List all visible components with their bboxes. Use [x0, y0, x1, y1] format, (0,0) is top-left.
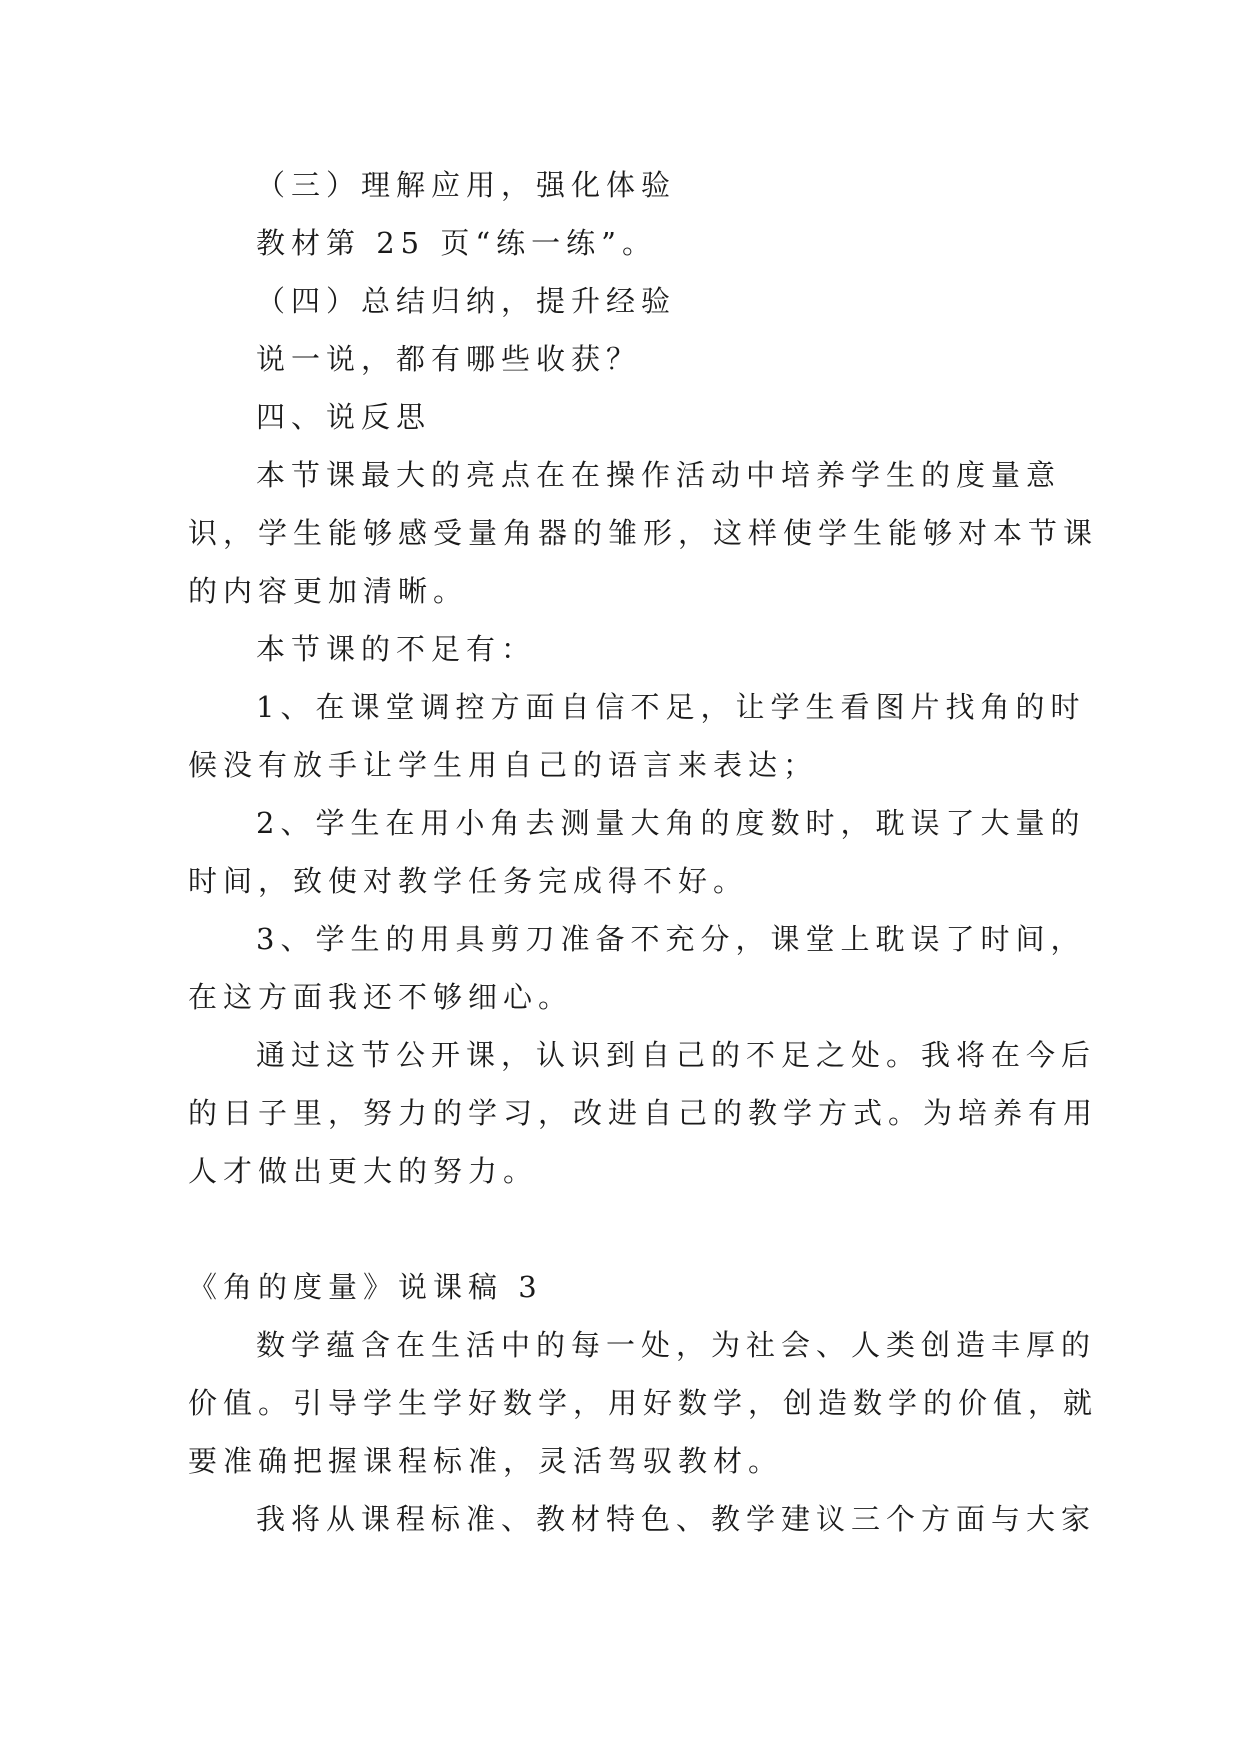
- paragraph-line: 在这方面我还不够细心。: [188, 980, 574, 1014]
- paragraph-line: 本节课最大的亮点在在操作活动中培养学生的度量意: [256, 458, 1062, 492]
- list-item: 2、学生在用小角去测量大角的度数时，耽误了大量的: [256, 806, 1086, 840]
- paragraph-line: 说一说，都有哪些收获？: [256, 342, 642, 376]
- paragraph-line: 教材第 25 页“练一练”。: [256, 226, 657, 260]
- section-heading: （三）理解应用，强化体验: [256, 168, 677, 202]
- section-heading: （四）总结归纳，提升经验: [256, 284, 677, 318]
- paragraph-line: 数学蕴含在生活中的每一处，为社会、人类创造丰厚的: [256, 1328, 1097, 1362]
- paragraph-line: 候没有放手让学生用自己的语言来表达；: [188, 748, 819, 782]
- paragraph-line: 时间，致使对教学任务完成得不好。: [188, 864, 749, 898]
- list-item: 1、在课堂调控方面自信不足，让学生看图片找角的时: [256, 690, 1086, 724]
- paragraph-line: 通过这节公开课，认识到自己的不足之处。我将在今后: [256, 1038, 1097, 1072]
- section-heading: 四、说反思: [256, 400, 432, 434]
- paragraph-line: 价值。引导学生学好数学，用好数学，创造数学的价值，就: [188, 1386, 1099, 1420]
- list-item: 3、学生的用具剪刀准备不充分，课堂上耽误了时间，: [256, 922, 1086, 956]
- paragraph-line: 识，学生能够感受量角器的雏形，这样使学生能够对本节课: [188, 516, 1099, 550]
- paragraph-line: 的日子里，努力的学习，改进自己的教学方式。为培养有用: [188, 1096, 1099, 1130]
- paragraph-line: 本节课的不足有：: [256, 632, 537, 666]
- paragraph-line: 人才做出更大的努力。: [188, 1154, 539, 1188]
- document-title: 《角的度量》说课稿 3: [188, 1270, 543, 1304]
- paragraph-line: 要准确把握课程标准，灵活驾驭教材。: [188, 1444, 784, 1478]
- paragraph-line: 的内容更加清晰。: [188, 574, 469, 608]
- paragraph-line: 我将从课程标准、教材特色、教学建议三个方面与大家: [256, 1502, 1097, 1536]
